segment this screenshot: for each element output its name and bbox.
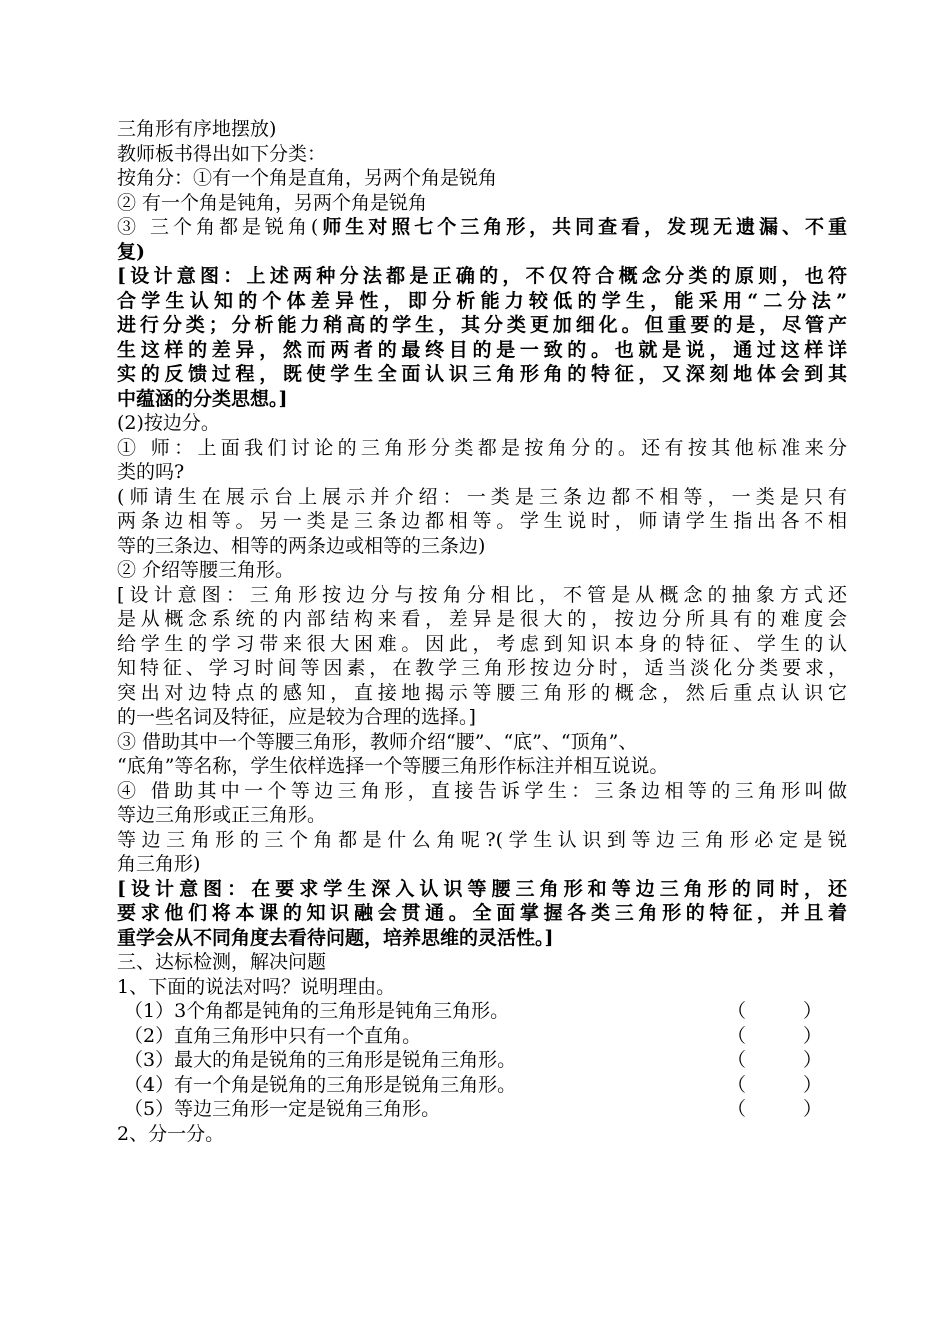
text-line: 两条边相等。另一类是三条边都相等。学生说时，师请学生指出各不相 (117, 510, 847, 532)
text-line: 中蕴涵的分类思想。] (117, 387, 288, 410)
text-line: 教师板书得出如下分类： (117, 142, 327, 165)
text-line: 生这样的差异，然而两者的最终目的是一致的。也就是说，通过这样详 (117, 338, 847, 361)
text-line: 等边三角形或正三角形。 (117, 804, 327, 826)
text-line: [设计意图：三角形按边分与按角分相比，不管是从概念的抽象方式还 (117, 583, 847, 606)
quiz-statement: （2）直角三角形中只有一个直角。 (124, 1024, 422, 1047)
text-line: “底角”等名称，学生依样选择一个等腰三角形作标注并相互说说。 (117, 755, 669, 777)
text-line: [设计意图：在要求学生深入认识等腰三角形和等边三角形的同时，还 (117, 877, 847, 900)
text-line: 三角形有序地摆放) (117, 118, 277, 140)
text-line: 给学生的学习带来很大困难。因此，考虑到知识本身的特征、学生的认 (117, 632, 847, 655)
text-line: 类的吗? (117, 461, 185, 483)
text-line: 合学生认知的个体差异性，即分析能力较低的学生，能采用“二分法” (117, 289, 847, 312)
text-line: ④ 借助其中一个等边三角形，直接告诉学生：三条边相等的三角形叫做 (117, 779, 847, 802)
section-line-fen-yi-fen: 2、分一分。 (117, 1122, 225, 1145)
answer-blank[interactable]: （ ） (727, 1049, 823, 1071)
text-line: 三、达标检测，解决问题 (117, 951, 327, 973)
text-line: ② 介绍等腰三角形。 (117, 559, 295, 581)
text-line: 角三角形) (117, 853, 201, 875)
text-line: (2)按边分。 (117, 412, 220, 434)
text-line: 的一些名词及特征，应是较为合理的选择。] (117, 706, 476, 728)
text-line: 是从概念系统的内部结构来看，差异是很大的，按边分所具有的难度会 (117, 608, 847, 630)
text-line: 知特征、学习时间等因素，在教学三角形按边分时，适当淡化分类要求， (117, 657, 847, 679)
text-line: 按角分：①有一个角是直角，另两个角是锐角 (117, 167, 498, 189)
text-line: (师请生在展示台上展示并介绍：一类是三条边都不相等，一类是只有 (117, 485, 847, 508)
quiz-statement: （4）有一个角是锐角的三角形是锐角三角形。 (124, 1073, 517, 1096)
quiz-item (117, 999, 847, 1024)
text-line: ① 师：上面我们讨论的三角形分类都是按角分的。还有按其他标准来分 (117, 436, 847, 459)
text-line: 复) (117, 240, 145, 263)
body-text (117, 117, 847, 999)
quiz-item (117, 1024, 847, 1049)
text-line: 实的反馈过程，既使学生全面认识三角形角的特征，又深刻地体会到其 (117, 363, 847, 385)
text-line (117, 215, 847, 240)
text-line: 突出对边特点的感知，直接地揭示等腰三角形的概念，然后重点认识它 (117, 681, 847, 704)
text-line: 重学会从不同角度去看待问题，培养思维的灵活性。] (117, 926, 554, 949)
text-line: ② 有一个角是钝角，另两个角是锐角 (117, 191, 428, 214)
text-line: ③ 借助其中一个等腰三角形，教师介绍“腰”、“底”、“顶角”、 (117, 730, 638, 753)
answer-blank[interactable]: （ ） (727, 1073, 823, 1096)
text-run: 师生对照七个三角形，共同查看，发现无遗漏、不重 (318, 216, 847, 238)
quiz-item (117, 1073, 847, 1098)
quiz-statement: （1）3个角都是钝角的三角形是钝角三角形。 (124, 1000, 510, 1022)
text-line: 1、下面的说法对吗？说明理由。 (117, 975, 396, 998)
text-line: 等的三条边、相等的两条边或相等的三条边) (117, 534, 486, 557)
text-line: [设计意图：上述两种分法都是正确的，不仅符合概念分类的原则，也符 (117, 265, 847, 287)
answer-blank[interactable]: （ ） (727, 1000, 823, 1022)
true-false-quiz (117, 999, 847, 1122)
text-line: 要求他们将本课的知识融会贯通。全面掌握各类三角形的特征，并且着 (117, 902, 847, 924)
text-run: ③ 三个角都是锐角( (117, 216, 319, 238)
quiz-item (117, 1048, 847, 1073)
answer-blank[interactable]: （ ） (727, 1024, 823, 1047)
answer-blank[interactable]: （ ） (727, 1098, 823, 1120)
text-line: 等边三角形的三个角都是什么角呢?(学生认识到等边三角形必定是锐 (117, 828, 847, 851)
text-line: 进行分类；分析能力稍高的学生，其分类更加细化。但重要的是，尽管产 (117, 314, 847, 336)
quiz-statement: （3）最大的角是锐角的三角形是锐角三角形。 (124, 1049, 517, 1071)
quiz-statement: （5）等边三角形一定是锐角三角形。 (124, 1098, 441, 1120)
quiz-item (117, 1097, 847, 1122)
document-page (117, 117, 847, 1146)
